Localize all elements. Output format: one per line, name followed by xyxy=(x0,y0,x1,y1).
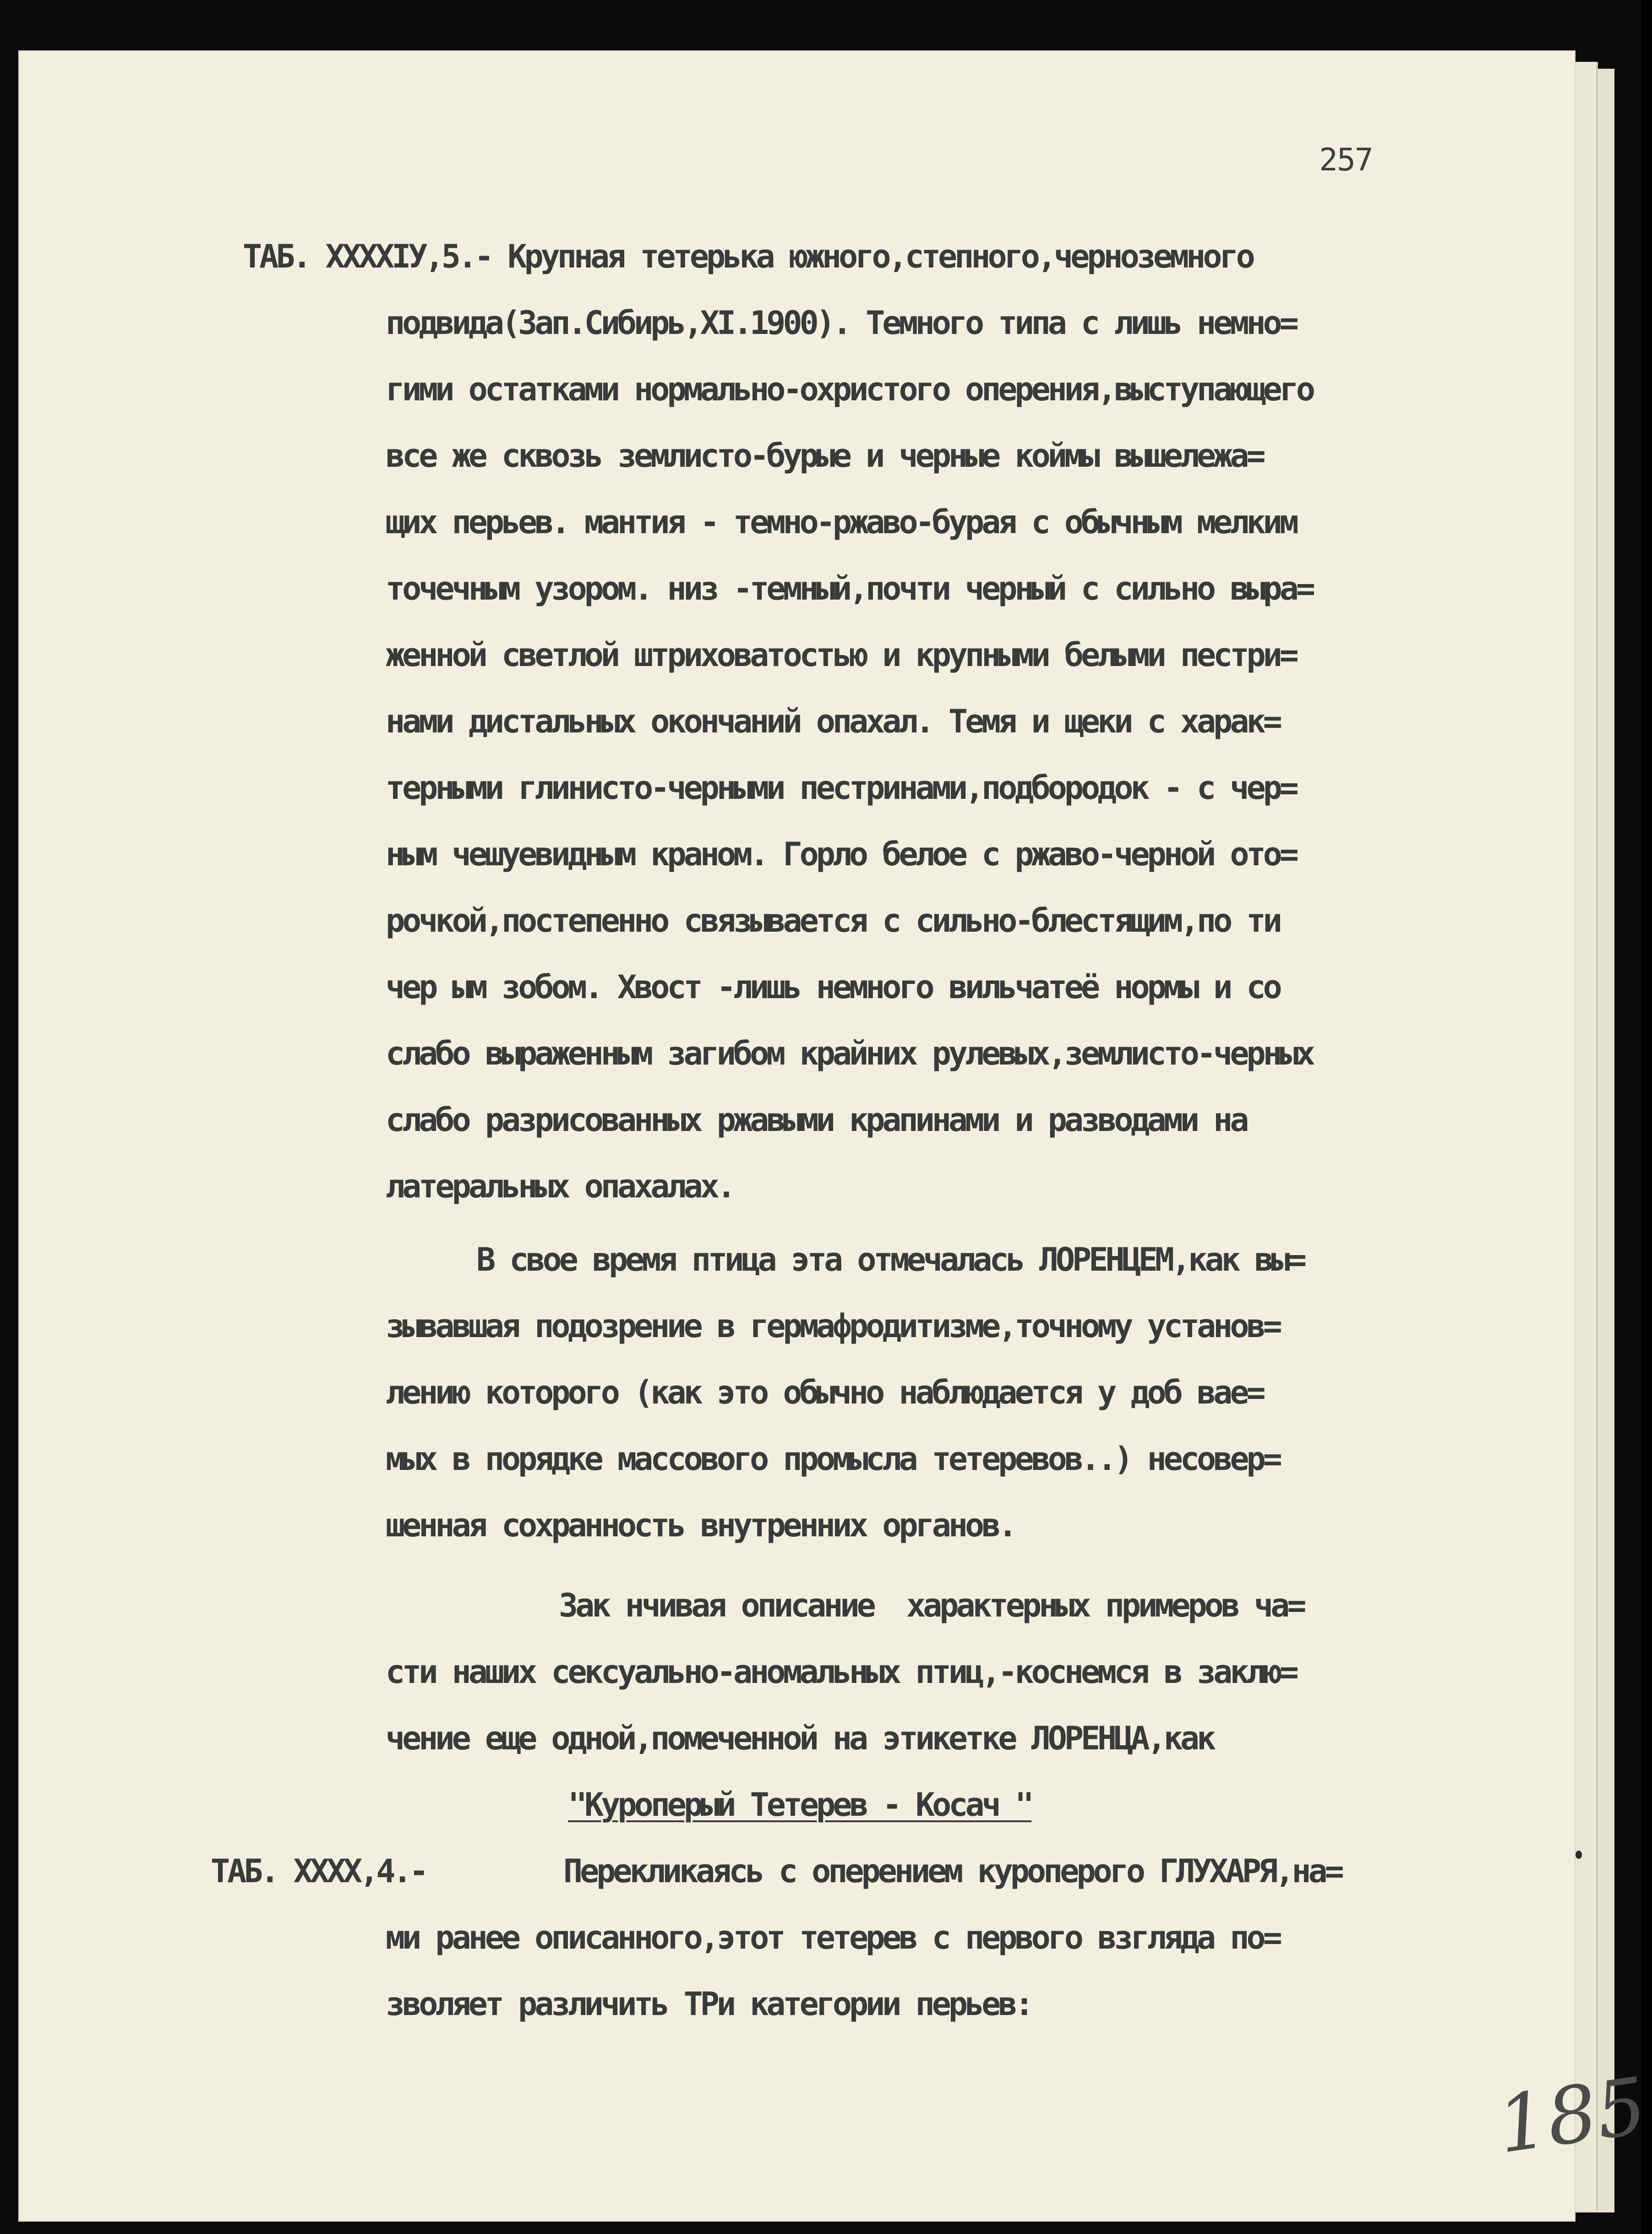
text-line: подвида(Зап.Сибирь,XI.1900). Темного типа с лишь немно= xyxy=(386,304,1296,342)
text-line: ТАБ. XXXXIУ,5.- Крупная тетерька южного,степного,черноземного xyxy=(243,238,1253,275)
section-heading: "Куроперый Тетерев - Косач " xyxy=(568,1786,1032,1824)
text-line: лению которого (как это обычно наблюдается у доб вае= xyxy=(386,1374,1263,1411)
text-line: слабо выраженным загибом крайних рулевых,землисто-черных xyxy=(386,1035,1313,1072)
text-line: шенная сохранность внутренних органов. xyxy=(386,1507,1015,1544)
pencil-mark xyxy=(1576,1851,1582,1859)
text-line: зывавшая подозрение в гермафродитизме,точному установ= xyxy=(386,1307,1280,1345)
text-line: Перекликаясь с оперением куроперого ГЛУХАРЯ,на= xyxy=(563,1852,1341,1890)
text-line: ным чешуевидным краном. Горло белое с ржаво-черной ото= xyxy=(386,836,1296,873)
text-line: точечным узором. низ -темный,почти черный с сильно выра= xyxy=(386,570,1313,607)
text-line: мых в порядке массового промысла тетеревов..) несовер= xyxy=(386,1440,1280,1478)
text-line: сти наших сексуально-аномальных птиц,-коснемся в заклю= xyxy=(386,1653,1296,1691)
document-page xyxy=(18,50,1652,2222)
table-reference: ТАБ. XXXX,4.- xyxy=(211,1852,426,1890)
handwritten-archive-number: 185 xyxy=(1492,2060,1652,2171)
text-line: слабо разрисованных ржавыми крапинами и разводами на xyxy=(386,1101,1247,1139)
text-line: чение еще одной,помеченной на этикетке ЛОРЕНЦА,как xyxy=(386,1720,1214,1757)
text-line: чер ым зобом. Хвост -лишь немного вильчатеё нормы и со xyxy=(386,968,1280,1006)
text-line: рочкой,постепенно связывается с сильно-блестящим,по ти xyxy=(386,902,1280,939)
text-line: латеральных опахалах. xyxy=(386,1168,734,1205)
text-line: все же сквозь землисто-бурые и черные коймы вышележа= xyxy=(386,437,1263,475)
text-line: ми ранее описанного,этот тетерев с первого взгляда по= xyxy=(386,1919,1280,1956)
text-line: гими остатками нормально-охристого оперения,выступающего xyxy=(386,371,1313,408)
text-line: женной светлой штриховатостью и крупными белыми пестри= xyxy=(386,636,1296,674)
text-line: нами дистальных окончаний опахал. Темя и щеки с харак= xyxy=(386,703,1280,740)
page-number: 257 xyxy=(1319,142,1373,178)
text-line: зволяет различить ТРи категории перьев: xyxy=(386,1985,1031,2023)
text-line: Зак нчивая описание характерных примеров ча= xyxy=(559,1587,1304,1624)
text-line: терными глинисто-черными пестринами,подбородок - с чер= xyxy=(386,769,1296,807)
text-line: щих перьев. мантия - темно-ржаво-бурая с обычным мелким xyxy=(386,503,1296,541)
text-line: В свое время птица эта отмечалась ЛОРЕНЦЕМ,как вы= xyxy=(476,1241,1304,1278)
